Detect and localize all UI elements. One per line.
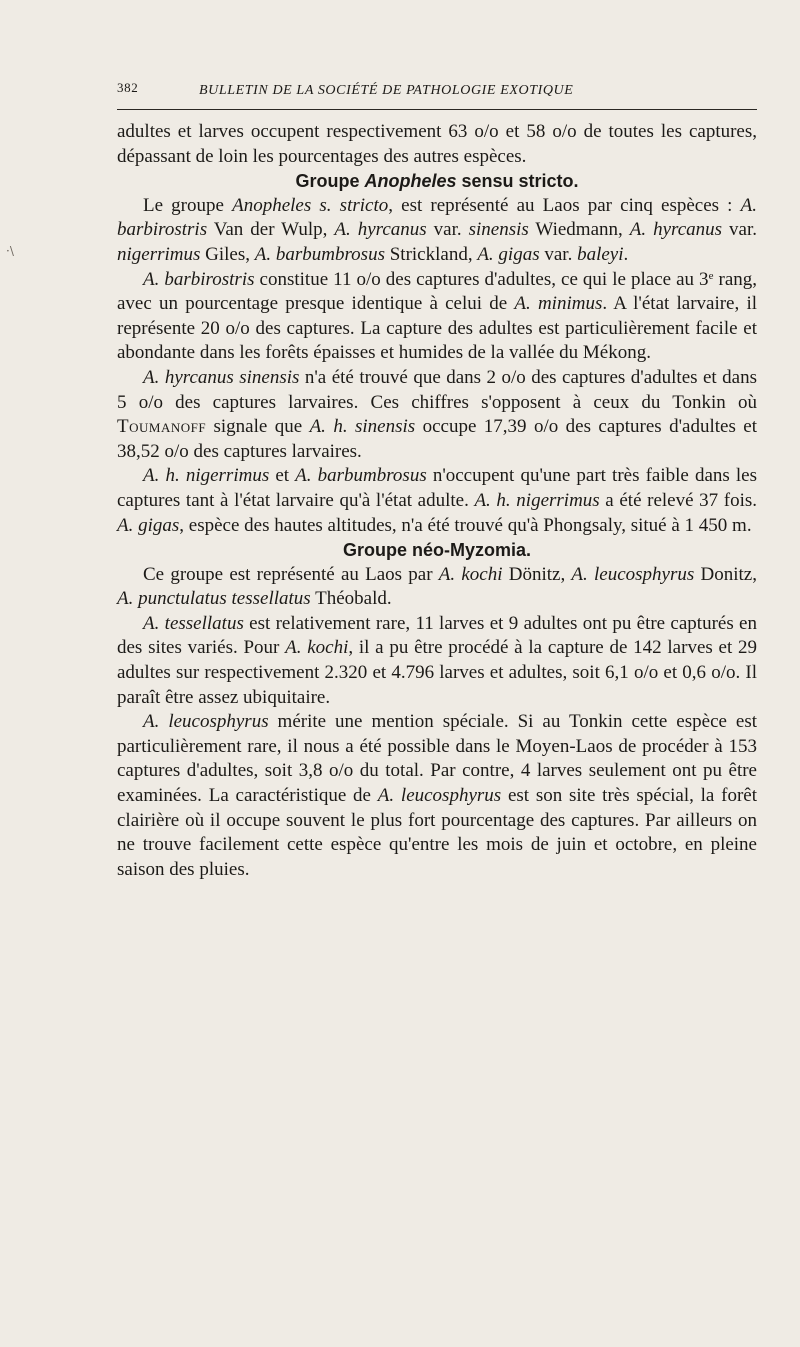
paragraph-tessellatus: A. tessellatus est relativement rare, 11 larves et 9 adultes ont pu être capturés en des sites variés. Pour A. kochi, il a pu être procédé à la capture de 142 larves et 29 adultes sur respectivement 2.320 et 4.796 larves et adultes, soit 6,1 o/o et 0,6 o/o. Il paraît être assez ubiquitaire. [117,612,757,708]
paragraph-leucosphyrus: A. leucosphyrus mérite une mention spéciale. Si au Tonkin cette espèce est particulièrement rare, il nous a été possible dans le Moyen-Laos de procéder à 153 captures d'adultes, soit 3,8 o/o du total. Par contre, 4 larves seulement ont pu être examinées. La caractéristique de A. leucosphyrus est son site très spécial, la forêt clairière où il occupe souvent le plus fort pourcentage des captures. Par ailleurs on ne trouve facilement cette espèce qu'entre les mois de juin et octobre, en pleine saison des pluies. [117,711,758,880]
paragraph-intro: adultes et larves occupent respectivement 63 o/o et 58 o/o de toutes les captures, dépassant de loin les pourcentages des autres espèces. [117,121,757,167]
article-body [117,120,757,882]
running-head [117,80,757,102]
paragraph-hyrcanus-sinensis: A. hyrcanus sinensis n'a été trouvé que dans 2 o/o des captures d'adultes et dans 5 o/o des captures larvaires. Ces chiffres s'opposent à ceux du Tonkin où Toumanoff signale que A. h. sinensis occupe 17,39 o/o des captures d'adultes et 38,52 o/o des captures larvaires. [117,366,757,462]
section-title-anopheles: Groupe Anopheles sensu stricto. [295,171,579,192]
paragraph-barbirostris: A. barbirostris constitue 11 o/o des captures d'adultes, ce qui le place au 3e rang, avec un pourcentage presque identique à celui de A. minimus. A l'état larvaire, il représente 20 o/o des captures. La capture des adultes est particulièrement facile et abondante dans les forêts épaisses et humides de la vallée du Mékong. [117,268,758,364]
section-title-neo-myzomia: Groupe néo-Myzomia. [342,540,531,561]
journal-title: BULLETIN DE LA SOCIÉTÉ DE PATHOLOGIE EXOTIQUE [199,83,574,98]
margin-mark: ·\ [6,244,14,258]
paragraph-anopheles-species: Le groupe Anopheles s. stricto, est représenté au Laos par cinq espèces : A. barbirostris Van der Wulp, A. hyrcanus var. sinensis Wiedmann, A. hyrcanus var. nigerrimus Giles, A. barbumbrosus Strickland, A. gigas var. baleyi. [117,194,757,265]
paragraph-neo-myzomia-species: Ce groupe est représenté au Laos par A. kochi Dönitz, A. leucosphyrus Donitz, A. punctulatus tessellatus Théobald. [117,563,757,610]
page-number: 382 [117,80,139,95]
paragraph-nigerrimus: A. h. nigerrimus et A. barbumbrosus n'occupent qu'une part très faible dans les captures tant à l'état larvaire qu'à l'état adulte. A. h. nigerrimus a été relevé 37 fois. A. gigas, espèce des hautes altitudes, n'a été trouvé qu'à Phongsaly, situé à 1 450 m. [117,465,757,536]
header-rule [117,109,757,110]
